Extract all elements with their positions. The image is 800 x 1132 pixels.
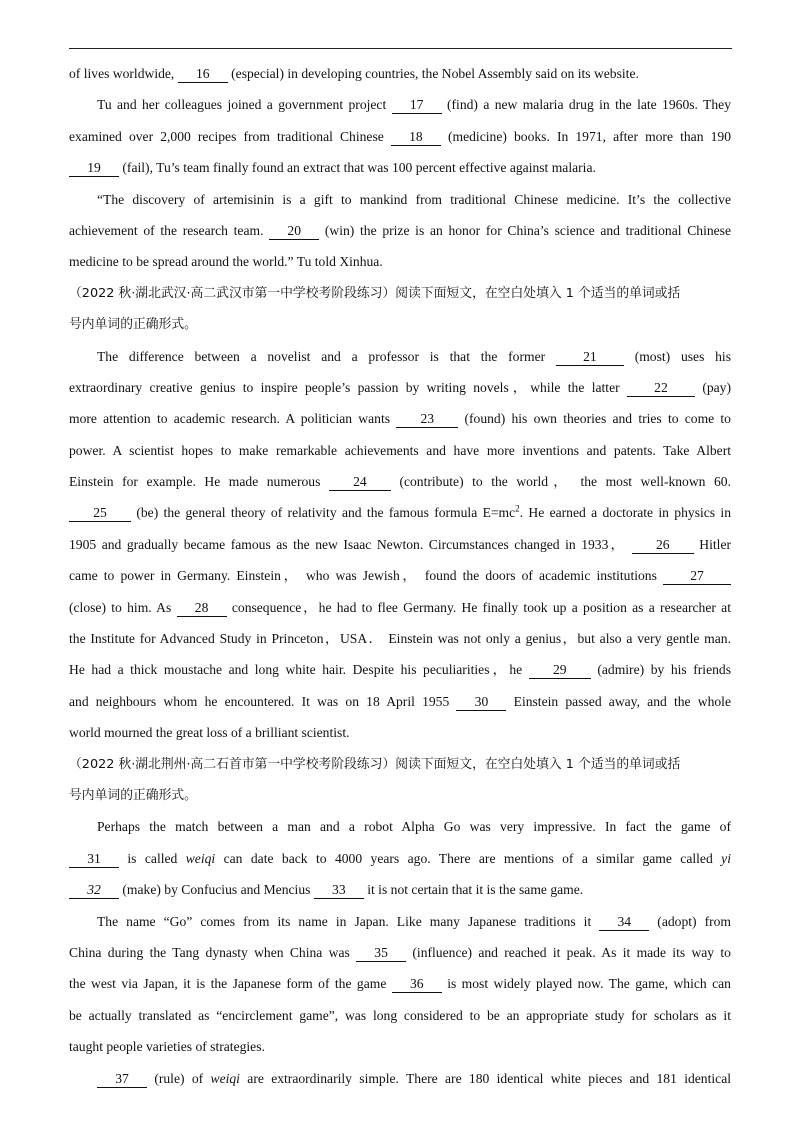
blank-18[interactable]: 18: [391, 129, 441, 146]
blank-22[interactable]: 22: [627, 380, 695, 397]
text-line: 31 is called weiqi can date back to 4000 years ago. There are mentions of a similar game called yi: [69, 843, 731, 874]
text-line: be actually translated as “encirclement game”, was long considered to be an appropriate study for scholars as it: [69, 1007, 731, 1023]
text-line: Einstein for example. He made numerous 24 (contribute) to the world， the most well-known 60.: [69, 474, 731, 490]
blank-32[interactable]: 32: [69, 882, 119, 899]
section-instruction: 号内单词的正确形式。: [69, 317, 197, 333]
header-rule: [69, 48, 732, 49]
text-line: of lives worldwide, 16 (especial) in developing countries, the Nobel Assembly said on its website.: [69, 66, 639, 81]
text-line: 19 (fail), Tu’s team finally found an extract that was 100 percent effective against malaria.: [69, 152, 731, 183]
text-line: examined over 2,000 recipes from traditional Chinese 18 (medicine) books. In 1971, after more than 190: [69, 128, 731, 144]
text-line: the Institute for Advanced Study in Princeton，USA． Einstein was not only a genius，but also a very gentle man.: [69, 631, 731, 647]
blank-19[interactable]: 19: [69, 160, 119, 177]
blank-26[interactable]: 26: [632, 537, 694, 554]
text-line: power. A scientist hopes to make remarkable achievements and have more inventions and patents. Take Albert: [69, 442, 731, 458]
blank-28[interactable]: 28: [177, 600, 227, 617]
text-line: 37 (rule) of weiqi are extraordinarily simple. There are 180 identical white pieces and 181 identical: [69, 1063, 731, 1094]
text-line: The name “Go” comes from its name in Japan. Like many Japanese traditions it 34 (adopt) from: [97, 913, 731, 929]
section-instruction: 号内单词的正确形式。: [69, 787, 197, 803]
blank-29[interactable]: 29: [529, 662, 591, 679]
text-line: Tu and her colleagues joined a government project 17 (find) a new malaria drug in the late 1960s. They: [97, 97, 731, 113]
text-line: 1905 and gradually became famous as the new Isaac Newton. Circumstances changed in 1933， 26 Hitler: [69, 536, 732, 552]
blank-31[interactable]: 31: [69, 851, 119, 868]
document-body: [69, 58, 731, 1094]
text-line: China during the Tang dynasty when China was 35 (influence) and reached it peak. As it made its way to: [69, 944, 731, 960]
blank-20[interactable]: 20: [269, 223, 319, 240]
blank-37[interactable]: 37: [97, 1071, 147, 1088]
section-instruction: （2022 秋·湖北武汉·高二武汉市第一中学校考阶段练习）阅读下面短文，在空白处填入 1 个适当的单词或括: [69, 285, 681, 301]
section-instruction: （2022 秋·湖北荆州·高二石首市第一中学校考阶段练习）阅读下面短文，在空白处填入 1 个适当的单词或括: [69, 756, 681, 772]
text-line: taught people varieties of strategies.: [69, 1039, 265, 1055]
blank-23[interactable]: 23: [396, 411, 458, 428]
blank-34[interactable]: 34: [599, 914, 649, 931]
text-line: 25 (be) the general theory of relativity and the famous formula $E=mc^2$. He earned a doctorate in physics in: [69, 497, 731, 528]
text-line: medicine to be spread around the world.” Tu told Xinhua.: [69, 254, 383, 270]
blank-36[interactable]: 36: [392, 976, 442, 993]
text-line: the west via Japan, it is the Japanese form of the game 36 is most widely played now. The game, which can: [69, 976, 731, 992]
text-line: The difference between a novelist and a professor is that the former 21 (most) uses his: [97, 348, 731, 364]
text-line: achievement of the research team. 20 (win) the prize is an honor for China’s science and traditional Chinese: [69, 222, 732, 238]
text-line: Perhaps the match between a man and a robot Alpha Go was very impressive. In fact the game of: [97, 819, 731, 835]
blank-35[interactable]: 35: [356, 945, 406, 962]
blank-27[interactable]: 27: [663, 568, 731, 585]
text-line: more attention to academic research. A politician wants 23 (found) his own theories and tries to come to: [69, 411, 731, 427]
text-line: came to power in Germany. Einstein， who was Jewish， found the doors of academic institutions 27: [69, 560, 731, 591]
text-line: (close) to him. As 28 consequence，he had to flee Germany. He finally took up a position as a researcher at: [69, 599, 731, 615]
blank-17[interactable]: 17: [392, 97, 442, 114]
blank-33[interactable]: 33: [314, 882, 364, 899]
blank-24[interactable]: 24: [329, 474, 391, 491]
text-line: He had a thick moustache and long white hair. Despite his peculiarities，he 29 (admire) by his friends: [69, 662, 731, 678]
blank-16[interactable]: 16: [178, 66, 228, 83]
text-line: extraordinary creative genius to inspire people’s passion by writing novels，while the latter 22 (pay): [69, 379, 731, 395]
blank-25[interactable]: 25: [69, 505, 131, 522]
text-line: “The discovery of artemisinin is a gift to mankind from traditional Chinese medicine. It’s the collective: [97, 191, 731, 207]
text-line: world mourned the great loss of a brilliant scientist.: [69, 725, 350, 741]
text-line: and neighbours whom he encountered. It was on 18 April 1955 30 Einstein passed away, and the whole: [69, 693, 731, 709]
blank-21[interactable]: 21: [556, 349, 624, 366]
blank-30[interactable]: 30: [456, 694, 506, 711]
text-line: 32 (make) by Confucius and Mencius 33 it is not certain that it is the same game.: [69, 874, 731, 905]
